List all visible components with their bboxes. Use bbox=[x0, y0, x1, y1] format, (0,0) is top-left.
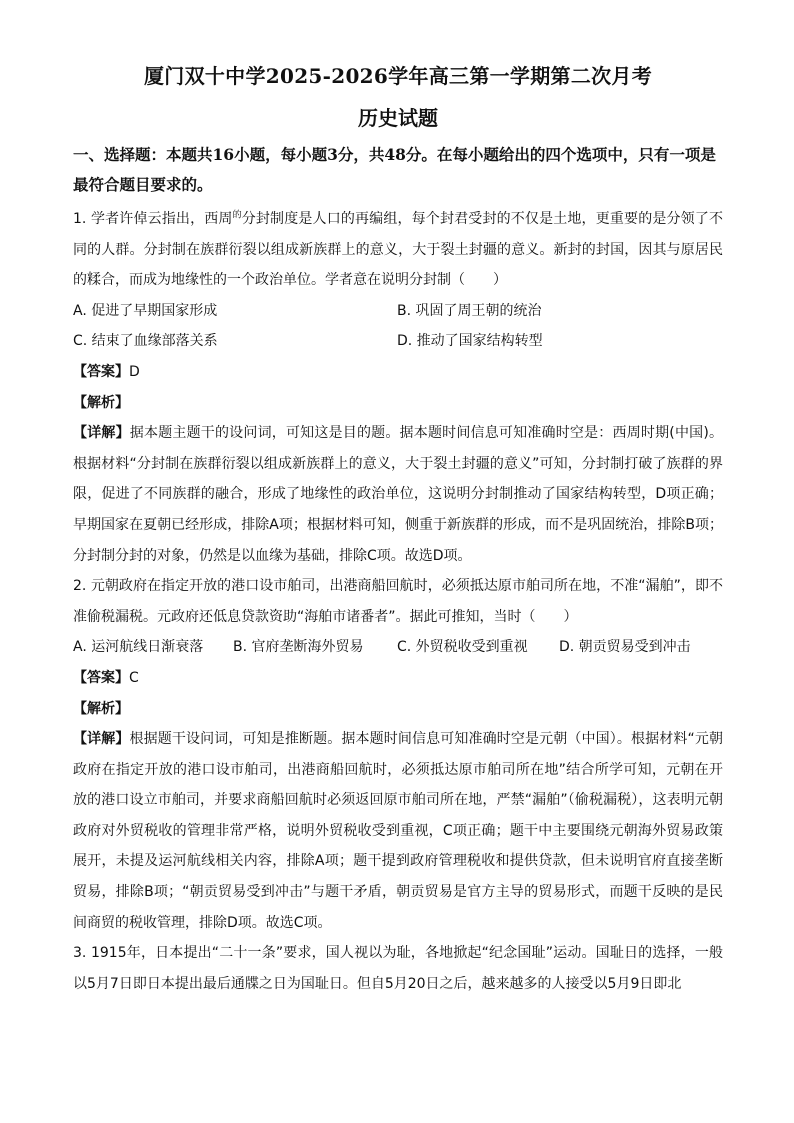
question-1-detail-label: 【详解】 bbox=[73, 425, 130, 442]
question-1-stem bbox=[73, 204, 723, 296]
question-1-option-b: B. 巩固了周王朝的统治 bbox=[397, 302, 542, 319]
question-2-option-a: A. 运河航线日渐衰落 bbox=[73, 639, 204, 656]
question-1-detail-text: 据本题主题干的设问词，可知这是目的题。据本题时间信息可知准确时空是：西周时期(中国)。根据材料“分封制在族群衍裂以组成新族群上的意义，大于裂土封疆的意义”可知，分封制打破了族群的界限，促进了不同族群的融合，形成了地缘性的政治单位，这说明分封制推动了国家结构转型，D项正确；早期国家在夏朝已经形成，排除A项；根据材料可知，侧重于新族群的形成，而不是巩固统治，排除B项；分封制分封的对象，仍然是以血缘为基础，排除C项。故选D项。 bbox=[73, 425, 724, 564]
question-1-analysis-label: 【解析】 bbox=[73, 394, 129, 411]
question-2-stem: 2. 元朝政府在指定开放的港口设市舶司，出港商船回航时，必须抵达原市舶司所在地，不准“漏舶”，即不准偷税漏税。元政府还低息贷款资助“海舶市诸番者”。据此可推知，当时（ ） bbox=[73, 578, 723, 625]
question-1-answer-label: 【答案】 bbox=[73, 363, 129, 380]
question-2-detail bbox=[73, 724, 723, 938]
question-2-options bbox=[73, 632, 723, 663]
question-3 bbox=[73, 938, 723, 999]
question-2-detail-text: 根据题干设问词，可知是推断题。据本题时间信息可知准确时空是元朝（中国）。根据材料“元朝政府在指定开放的港口设市舶司，出港商船回航时，必须抵达原市舶司所在地”结合所学可知，元朝在开放的港口设立市舶司，并要求商船回航时必须返回原市舶司所在地，严禁“漏舶”（偷税漏税），这表明元朝政府对外贸税收的管理非常严格，说明外贸税收受到重视，C项正确；题干中主要围绕元朝海外贸易政策展开，未提及运河航线相关内容，排除A项；题干提到政府管理税收和提供贷款，但未说明官府直接垄断贸易，排除B项；“朝贡贸易受到冲击”与题干矛盾，朝贡贸易是官方主导的贸易形式，而题干反映的是民间商贸的税收管理，排除D项。故选C项。 bbox=[73, 731, 723, 931]
question-2-analysis-label: 【解析】 bbox=[73, 700, 129, 717]
section-heading: 一、选择题：本题共16小题，每小题3分，共48分。在每小题给出的四个选项中，只有一项是最符合题目要求的。 bbox=[73, 145, 716, 194]
question-2-analysis bbox=[73, 694, 723, 725]
page-subtitle: 历史试题 bbox=[358, 106, 438, 130]
question-2-answer-value: C bbox=[129, 669, 139, 686]
page-content bbox=[73, 62, 723, 999]
question-1-answer-value: D bbox=[129, 363, 140, 380]
question-1-options bbox=[73, 296, 723, 357]
question-1-detail bbox=[73, 418, 723, 571]
question-2-option-d: D. 朝贡贸易受到冲击 bbox=[559, 639, 691, 656]
question-1-stem-part2: 分封制度是人口的再编组，每个封君受封的不仅是土地，更重要的是分领了不同的人群。分封制在族群衍裂以组成新族群上的意义，大于裂土封疆的意义。新封的封国，因其与原居民的糅合，而成为地缘性的一个政治单位。学者意在说明分封制（ ） bbox=[73, 211, 723, 289]
question-1-analysis bbox=[73, 388, 723, 419]
question-2-option-b: B. 官府垄断海外贸易 bbox=[233, 639, 364, 656]
question-2-answer bbox=[73, 663, 723, 694]
question-1-option-d: D. 推动了国家结构转型 bbox=[397, 333, 543, 350]
question-2-answer-label: 【答案】 bbox=[73, 669, 129, 686]
page-title: 厦门双十中学2025-2026学年高三第一学期第二次月考 bbox=[143, 64, 653, 88]
question-1-option-a: A. 促进了早期国家形成 bbox=[73, 302, 218, 319]
question-1 bbox=[73, 204, 723, 571]
question-3-stem: 3. 1915年，日本提出“二十一条”要求，国人视以为耻，各地掀起“纪念国耻”运动。国耻日的选择，一般以5月7日即日本提出最后通牒之日为国耻日。但自5月20日之后，越来越多的人接受以5月9日即北 bbox=[73, 945, 723, 992]
question-1-stem-mark: 的 bbox=[232, 210, 242, 221]
question-2-option-c: C. 外贸税收受到重视 bbox=[397, 639, 528, 656]
question-2-detail-label: 【详解】 bbox=[73, 731, 130, 748]
question-2 bbox=[73, 571, 723, 938]
question-1-option-c: C. 结束了血缘部落关系 bbox=[73, 333, 218, 350]
question-1-stem-part1: 1. 学者许倬云指出，西周 bbox=[73, 211, 233, 227]
question-1-answer bbox=[73, 357, 723, 388]
